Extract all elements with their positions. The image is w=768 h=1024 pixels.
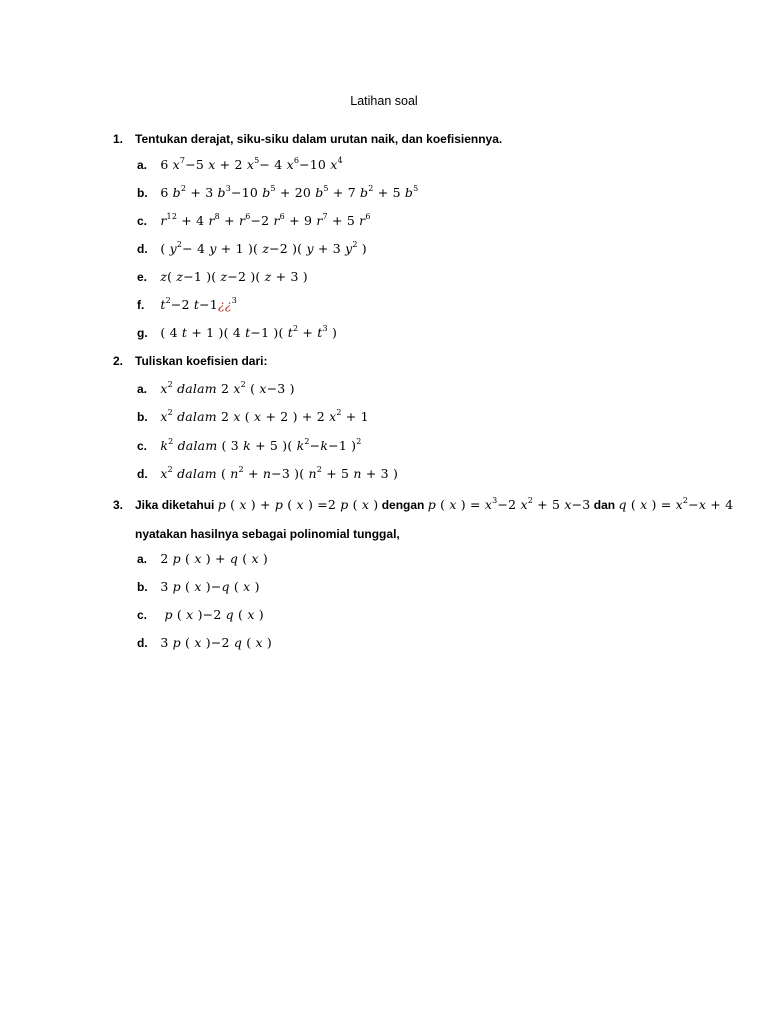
question-1-item-f [137, 297, 237, 312]
item-label: f. [137, 298, 145, 312]
question-text-line-2: nyatakan hasilnya sebagai polinomial tunggal, [135, 527, 400, 541]
question-1-item-c [137, 213, 371, 228]
question-text: Tentukan derajat, siku-siku dalam urutan naik, dan koefisiennya. [135, 132, 503, 146]
question-number: 3. [113, 498, 124, 512]
document-title: Latihan soal [350, 94, 418, 108]
polynomial-expression: 2 p ( x ) + q ( x ) [160, 551, 268, 566]
question-2-item-d [137, 466, 398, 481]
question-2-item-a [137, 381, 295, 396]
question-number: 2. [113, 354, 124, 368]
question-1-item-g [137, 325, 337, 340]
polynomial-expression: 3 p ( x )−2 q ( x ) [160, 635, 272, 650]
item-label: b. [137, 410, 148, 424]
question-3-item-b [137, 579, 260, 594]
item-label: a. [137, 382, 148, 396]
item-label: a. [137, 552, 148, 566]
question-1 [113, 132, 502, 146]
question-3-line-2 [135, 527, 400, 541]
question-1-item-a [137, 157, 343, 172]
item-label: d. [137, 636, 148, 650]
polynomial-expression: $x^2$ dalam 2 $x^2$ ( x−3 ) [160, 380, 295, 396]
item-label: c. [137, 608, 148, 622]
polynomial-expression: $r^{12} + 4$ $r^8 + r^6-2$ $r^6 + 9$ $r^7 + 5$ $r^6$ [160, 212, 371, 228]
q-definition: q ( x ) = $x^2-x + 4$ [618, 496, 734, 512]
item-label: b. [137, 186, 148, 200]
question-2-item-c [137, 438, 362, 453]
question-text-part-2: dengan [381, 498, 425, 512]
item-label: a. [137, 158, 148, 172]
item-label: d. [137, 467, 148, 481]
polynomial-expression: z( z−1 )( z−2 )( z + 3 ) [160, 269, 308, 284]
polynomial-expression: $x^2$ dalam 2 x ( x + 2 ) + 2 $x^2 + 1$ [160, 408, 369, 424]
p-definition: p ( x ) = $x^3-2$ $x^2 + 5$ x−3 [427, 496, 591, 512]
item-label: g. [137, 326, 148, 340]
polynomial-expression: $x^2$ dalam ( $n^2 + n-3$ )( $n^2 + 5$ n + 3 ) [160, 465, 399, 481]
question-1-item-b [137, 185, 418, 200]
question-2-item-b [137, 409, 369, 424]
item-label: e. [137, 270, 148, 284]
question-1-item-d [137, 241, 367, 256]
item-label: d. [137, 242, 148, 256]
item-label: b. [137, 580, 148, 594]
polynomial-expression: 3 p ( x )−q ( x ) [160, 579, 260, 594]
polynomial-expression: 6 $b^2 + 3$ $b^3-10$ $b^5 + 20$ $b^5 + 7$ $b^2 + 5$ $b^5$ [160, 184, 419, 200]
question-text-part-1: Jika diketahui [135, 498, 215, 512]
item-label: c. [137, 214, 148, 228]
question-3-item-d [137, 635, 272, 650]
question-number: 1. [113, 132, 124, 146]
question-text-part-3: dan [593, 498, 616, 512]
polynomial-expression: ( $y^2- 4$ y + 1 )( z−2 )( y + 3 $y^2$ ) [160, 240, 367, 256]
question-text: Tuliskan koefisien dari: [135, 354, 268, 368]
polynomial-expression: 6 $x^7-5$ x + 2 $x^5- 4$ $x^6-10$ $x^4$ [160, 156, 343, 172]
question-3 [113, 497, 733, 512]
polynomial-expression: ( 4 t + 1 )( 4 t−1 )( $t^2 + t^3$ ) [160, 324, 338, 340]
polynomial-expression: $k^2$ dalam ( 3 k + 5 )( $k^2-k-1$ )$^2$ [160, 437, 362, 453]
polynomial-expression: $t^2-2$ t−1¿¿$^3$ [160, 296, 238, 312]
polynomial-expression: p ( x )−2 q ( x ) [164, 607, 264, 622]
question-2 [113, 354, 267, 368]
question-3-item-c [137, 607, 264, 622]
question-1-item-e [137, 269, 308, 284]
item-label: c. [137, 439, 148, 453]
given-equation: p ( x ) + p ( x ) =2 p ( x ) [217, 497, 379, 512]
question-3-item-a [137, 551, 268, 566]
